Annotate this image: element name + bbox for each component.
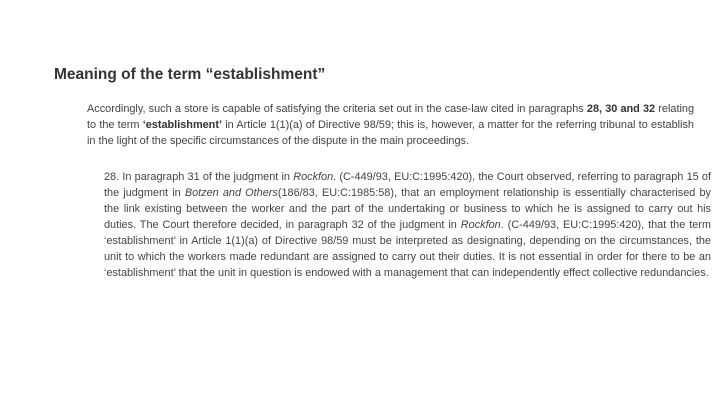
paragraph2-text-3: (186/83, EU:C:1985:58), that an employment relationship is essentially characterised by the link existing between the worker and the part of the undertaking or business to which he is assigned to carry out his duties. The Court therefore decided, in paragraph 32 of the judgment in [104,187,711,231]
paragraph1-text-3: in Article 1(1)(a) of Directive 98/59; this is, however, a matter for the referring tribunal to establish in the light of the specific circumstances of the dispute in the main proceedings. [87,119,694,147]
paragraph1-text-1: Accordingly, such a store is capable of satisfying the criteria set out in the case-law cited in paragraphs [87,103,587,115]
paragraph2-italic-rockfon-1: Rockfon [293,171,334,183]
paragraph2-text-2: . (C‑449/93, EU:C:1995:420), the Court observed, referring to paragraph 15 of the judgment in [104,171,711,199]
paragraph-28 [78,169,711,281]
paragraph2-text-1: 28. In paragraph 31 of the judgment in [104,171,294,183]
paragraph1-bold-paragraphs: 28, 30 and 32 [586,103,656,115]
paragraph2-text-4: . (C‑449/93, EU:C:1995:420), that the term ‘establishment’ in Article 1(1)(a) of Directive 98/59 must be interpreted as designating, depending on the circumstances, the unit to which the workers made redundant are assigned to carry out their duties. It is not essential in order for there to be an ‘establishment’ that the unit in question is endowed with a management that can independently effect collective redundancies. [104,219,711,279]
paragraph2-italic-rockfon-2: Rockfon [460,219,501,231]
paragraph1-text-2: relating to the term [87,103,695,131]
paragraph2-italic-botzen: Botzen and Others [184,187,278,199]
section-title: Meaning of the term “establishment” [54,66,326,83]
paragraph1-bold-establishment: ‘establishment’ [142,119,222,131]
paragraph-accordingly [78,101,694,149]
